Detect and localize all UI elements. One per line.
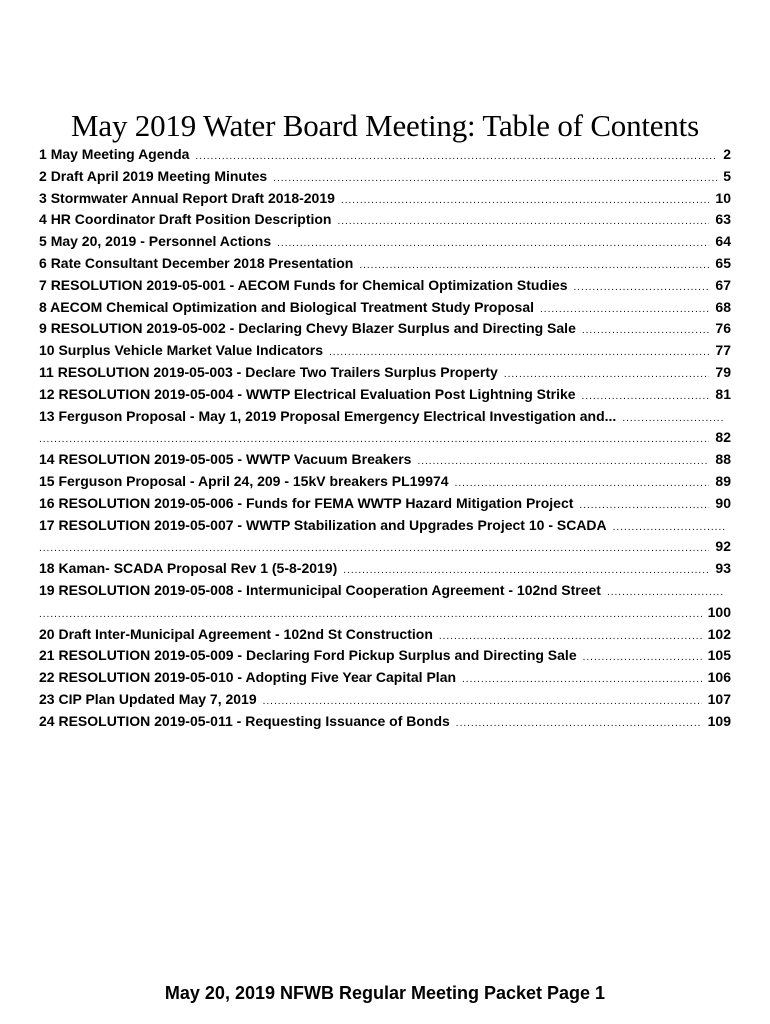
dot-leader (504, 364, 710, 386)
toc-entry[interactable] (39, 515, 731, 559)
toc-entry-label (39, 449, 411, 471)
toc-entry-page: 102 (707, 625, 731, 642)
toc-entry-label (39, 144, 189, 166)
toc-entry-page: 107 (707, 690, 731, 707)
toc-entry-line (39, 318, 731, 340)
toc-entry-line (39, 493, 731, 515)
toc-entry-line (39, 362, 731, 384)
toc-entry[interactable] (39, 711, 731, 733)
toc-entry-page: 10 (715, 189, 731, 206)
toc-entry-title: RESOLUTION 2019-05-007 - WWTP Stabilization and Upgrades Project 10 - SCADA (58, 516, 607, 533)
toc-entry-title: RESOLUTION 2019-05-003 - Declare Two Trailers Surplus Property (57, 363, 498, 380)
toc-entry-number: 21 (39, 647, 55, 664)
toc-entry-line (39, 449, 731, 471)
toc-entry-line (39, 231, 731, 253)
toc-entry-title: RESOLUTION 2019-05-009 - Declaring Ford Pickup Surplus and Directing Sale (58, 647, 577, 664)
toc-entry-label (39, 297, 534, 319)
toc-entry-line (39, 689, 731, 711)
toc-entry[interactable] (39, 667, 731, 689)
toc-entry-page: 106 (707, 669, 731, 686)
toc-entry[interactable] (39, 144, 731, 166)
toc-entry[interactable] (39, 645, 731, 667)
toc-entry-title: RESOLUTION 2019-05-008 - Intermunicipal Cooperation Agreement - 102nd Street (58, 581, 601, 598)
toc-entry-line (39, 340, 731, 362)
dot-leader (337, 211, 709, 233)
toc-entry-line (39, 188, 731, 210)
toc-entry-title: Rate Consultant December 2018 Presentation (50, 254, 354, 271)
dot-leader (359, 255, 709, 277)
toc-entry-page: 89 (715, 472, 731, 489)
dot-leader (277, 233, 709, 255)
toc-entry-page: 65 (715, 254, 731, 271)
toc-entry-page: 92 (715, 538, 731, 555)
toc-entry-label (39, 645, 577, 667)
toc-entry-page: 77 (715, 342, 731, 359)
toc-entry-label (39, 558, 337, 580)
toc-entry-page: 63 (715, 211, 731, 228)
toc-entry-page: 100 (707, 603, 731, 620)
toc-entry-line (39, 144, 731, 166)
toc-entry[interactable] (39, 624, 731, 646)
dot-leader (195, 146, 717, 168)
toc-entry-page: 79 (715, 363, 731, 380)
dot-leader (329, 342, 709, 364)
dot-leader (263, 691, 702, 713)
dot-leader (582, 386, 710, 408)
toc-entry-line (39, 427, 731, 449)
toc-entry-label (39, 689, 257, 711)
toc-entry-label (39, 471, 449, 493)
toc-entry-line (39, 580, 731, 602)
toc-entry[interactable] (39, 188, 731, 210)
toc-entry-title: RESOLUTION 2019-05-004 - WWTP Electrical Evaluation Post Lightning Strike (58, 385, 576, 402)
toc-entry-label (39, 384, 576, 406)
toc-entry-line (39, 645, 731, 667)
toc-entry-title: Stormwater Annual Report Draft 2018-2019 (50, 189, 335, 206)
toc-entry[interactable] (39, 231, 731, 253)
toc-entry-page: 109 (707, 712, 731, 729)
toc-entry-number: 10 (39, 342, 55, 359)
toc-entry-number: 18 (39, 560, 55, 577)
dot-leader (455, 473, 710, 495)
toc-entry-title: Kaman- SCADA Proposal Rev 1 (5-8-2019) (58, 560, 338, 577)
toc-entry-label (39, 711, 450, 733)
toc-entry[interactable] (39, 166, 731, 188)
toc-entry-page: 93 (715, 560, 731, 577)
toc-entry-line (39, 297, 731, 319)
toc-entry-number: 22 (39, 669, 55, 686)
toc-entry[interactable] (39, 449, 731, 471)
toc-entry-title: RESOLUTION 2019-05-002 - Declaring Chevy Blazer Surplus and Directing Sale (50, 320, 576, 337)
toc-entry-title: Draft April 2019 Meeting Minutes (50, 167, 268, 184)
toc-entry-title: RESOLUTION 2019-05-001 - AECOM Funds for Chemical Optimization Studies (50, 276, 568, 293)
toc-entry-line (39, 471, 731, 493)
dot-leader (462, 669, 702, 691)
toc-entry-number: 3 (39, 189, 47, 206)
dot-leader (583, 647, 702, 669)
toc-entry[interactable] (39, 493, 731, 515)
toc-entry-line (39, 515, 731, 537)
toc-entry[interactable] (39, 406, 731, 450)
toc-entry[interactable] (39, 580, 731, 624)
toc-entry-number: 19 (39, 581, 55, 598)
toc-entry-page: 64 (715, 233, 731, 250)
toc-entry-line (39, 406, 731, 428)
toc-entry-label (39, 340, 323, 362)
dot-leader (439, 626, 702, 648)
toc-entry-page: 76 (715, 320, 731, 337)
toc-entry-number: 17 (39, 516, 55, 533)
toc-entry[interactable] (39, 275, 731, 297)
toc-entry-title: Ferguson Proposal - May 1, 2019 Proposal Emergency Electrical Investigation and... (58, 407, 617, 424)
toc-entry-page: 81 (715, 385, 731, 402)
dot-leader (343, 560, 709, 582)
toc-entry-line (39, 711, 731, 733)
toc-entry-label (39, 362, 498, 384)
dot-leader (39, 604, 702, 626)
toc-entry-label (39, 188, 335, 210)
toc-entry[interactable] (39, 318, 731, 340)
dot-leader (39, 429, 709, 451)
dot-leader (582, 320, 710, 342)
toc-entry-title: RESOLUTION 2019-05-010 - Adopting Five Year Capital Plan (58, 669, 457, 686)
toc-entry-label (39, 166, 267, 188)
toc-entry[interactable] (39, 471, 731, 493)
toc-entry-label (39, 231, 271, 253)
toc-entry-number: 1 (39, 146, 47, 162)
toc-entry[interactable] (39, 362, 731, 384)
toc-entry-number: 24 (39, 712, 55, 729)
toc-entry[interactable] (39, 209, 731, 231)
toc-entry[interactable] (39, 384, 731, 406)
toc-entry-number: 13 (39, 407, 55, 424)
toc-entry-label (39, 624, 433, 646)
dot-leader (456, 713, 702, 735)
toc-entry-number: 16 (39, 494, 55, 511)
page-footer: May 20, 2019 NFWB Regular Meeting Packet Page 1 (164, 983, 606, 1003)
toc-entry-number: 23 (39, 690, 55, 707)
toc-entry-title: AECOM Chemical Optimization and Biological Treatment Study Proposal (50, 298, 535, 315)
dot-leader (613, 517, 725, 539)
toc-entry-label (39, 493, 573, 515)
dot-leader (341, 190, 710, 212)
toc-entry-label (39, 275, 567, 297)
toc-entry-line (39, 536, 731, 558)
dot-leader (39, 538, 709, 560)
toc-entry-label (39, 406, 616, 428)
toc-entry-title: May 20, 2019 - Personnel Actions (50, 233, 272, 250)
toc-entry-label (39, 318, 576, 340)
toc-entry-line (39, 209, 731, 231)
toc-entry-line (39, 624, 731, 646)
toc-entry-label (39, 209, 331, 231)
toc-entry-line (39, 253, 731, 275)
dot-leader (622, 408, 725, 430)
toc-entry-page: 105 (707, 647, 731, 664)
dot-leader (579, 495, 709, 517)
toc-entry-line (39, 275, 731, 297)
toc-entry-page: 82 (715, 429, 731, 446)
table-of-contents (39, 144, 731, 733)
toc-entry-page: 68 (715, 298, 731, 315)
toc-entry-number: 8 (39, 298, 47, 315)
toc-entry[interactable] (39, 253, 731, 275)
toc-entry-number: 9 (39, 320, 47, 337)
toc-entry-title: RESOLUTION 2019-05-006 - Funds for FEMA WWTP Hazard Mitigation Project (58, 494, 574, 511)
toc-entry-title: Surplus Vehicle Market Value Indicators (58, 342, 324, 359)
dot-leader (573, 277, 709, 299)
dot-leader (540, 299, 709, 321)
toc-entry-number: 14 (39, 451, 55, 468)
toc-entry-line (39, 602, 731, 624)
toc-entry-number: 5 (39, 233, 47, 250)
toc-entry-label (39, 667, 456, 689)
toc-entry-page: 88 (715, 451, 731, 468)
toc-entry-title: May Meeting Agenda (50, 146, 190, 162)
dot-leader (417, 451, 709, 473)
toc-entry-line (39, 667, 731, 689)
toc-entry-title: RESOLUTION 2019-05-011 - Requesting Issuance of Bonds (58, 712, 450, 729)
toc-entry[interactable] (39, 297, 731, 319)
toc-entry-number: 4 (39, 211, 47, 228)
toc-entry-title: HR Coordinator Draft Position Description (50, 211, 332, 228)
toc-entry-label (39, 515, 607, 537)
toc-entry-title: Ferguson Proposal - April 24, 209 - 15kV breakers PL19974 (58, 472, 449, 489)
toc-entry-label (39, 580, 601, 602)
toc-entry-page: 67 (715, 276, 731, 293)
toc-entry-number: 7 (39, 276, 47, 293)
toc-entry-title: CIP Plan Updated May 7, 2019 (58, 690, 257, 707)
toc-entry-title: RESOLUTION 2019-05-005 - WWTP Vacuum Breakers (58, 451, 412, 468)
toc-entry-page: 5 (723, 167, 731, 184)
toc-entry-page: 90 (715, 494, 731, 511)
toc-entry-number: 6 (39, 254, 47, 271)
toc-entry-line (39, 384, 731, 406)
toc-entry-number: 2 (39, 167, 47, 184)
toc-entry-page: 2 (723, 146, 731, 162)
toc-entry-number: 11 (39, 363, 54, 380)
toc-entry-title: Draft Inter-Municipal Agreement - 102nd St Construction (58, 625, 433, 642)
toc-entry-label (39, 253, 353, 275)
dot-leader (273, 168, 717, 190)
toc-entry-line (39, 558, 731, 580)
page-title: May 2019 Water Board Meeting: Table of Contents (71, 108, 699, 143)
toc-entry[interactable] (39, 340, 731, 362)
toc-entry-number: 12 (39, 385, 55, 402)
toc-entry-number: 15 (39, 472, 55, 489)
toc-entry-line (39, 166, 731, 188)
dot-leader (607, 582, 725, 604)
toc-entry[interactable] (39, 558, 731, 580)
toc-entry[interactable] (39, 689, 731, 711)
toc-entry-number: 20 (39, 625, 55, 642)
